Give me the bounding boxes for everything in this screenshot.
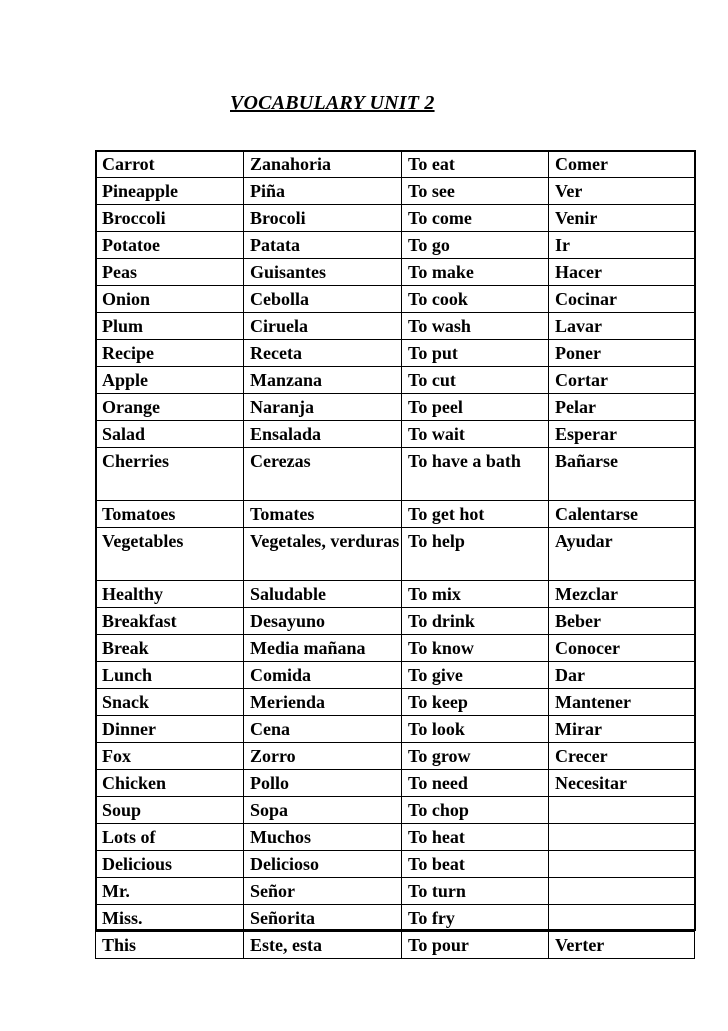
english-word-cell: Fox (96, 743, 244, 770)
spanish-word-cell: Ensalada (244, 421, 402, 448)
english-verb-cell: To make (402, 259, 549, 286)
spanish-word-cell: Muchos (244, 824, 402, 851)
spanish-verb-cell: Bañarse (549, 448, 695, 501)
table-row (96, 528, 695, 581)
spanish-word-cell: Cena (244, 716, 402, 743)
table-row (96, 689, 695, 716)
spanish-word-cell: Este, esta (244, 932, 402, 959)
spanish-verb-cell: Cocinar (549, 286, 695, 313)
table-row (96, 340, 695, 367)
english-verb-cell: To get hot (402, 501, 549, 528)
english-word-cell: Onion (96, 286, 244, 313)
table-row (96, 878, 695, 905)
english-word-cell: Recipe (96, 340, 244, 367)
table-row (96, 608, 695, 635)
spanish-word-cell: Zanahoria (244, 151, 402, 178)
vocabulary-table-body (96, 151, 695, 959)
spanish-verb-cell: Mantener (549, 689, 695, 716)
english-verb-cell: To come (402, 205, 549, 232)
english-word-cell: Lunch (96, 662, 244, 689)
english-verb-cell: To drink (402, 608, 549, 635)
spanish-verb-cell: Dar (549, 662, 695, 689)
spanish-word-cell: Ciruela (244, 313, 402, 340)
english-word-cell: Delicious (96, 851, 244, 878)
spanish-word-cell: Señor (244, 878, 402, 905)
table-row (96, 662, 695, 689)
spanish-word-cell: Piña (244, 178, 402, 205)
spanish-verb-cell: Ir (549, 232, 695, 259)
english-verb-cell: To need (402, 770, 549, 797)
spanish-verb-cell: Comer (549, 151, 695, 178)
spanish-verb-cell: Poner (549, 340, 695, 367)
table-row (96, 313, 695, 340)
english-verb-cell: To wash (402, 313, 549, 340)
spanish-verb-cell: Mezclar (549, 581, 695, 608)
english-verb-cell: To pour (402, 932, 549, 959)
spanish-word-cell: Saludable (244, 581, 402, 608)
spanish-word-cell: Manzana (244, 367, 402, 394)
table-row (96, 259, 695, 286)
spanish-verb-cell: Pelar (549, 394, 695, 421)
spanish-verb-cell: Mirar (549, 716, 695, 743)
spanish-verb-cell (549, 797, 695, 824)
table-row (96, 716, 695, 743)
spanish-word-cell: Cebolla (244, 286, 402, 313)
spanish-verb-cell (549, 851, 695, 878)
table-row (96, 932, 695, 959)
spanish-verb-cell: Beber (549, 608, 695, 635)
spanish-verb-cell: Hacer (549, 259, 695, 286)
spanish-verb-cell: Cortar (549, 367, 695, 394)
english-word-cell: Salad (96, 421, 244, 448)
spanish-verb-cell: Lavar (549, 313, 695, 340)
english-word-cell: Lots of (96, 824, 244, 851)
spanish-word-cell: Pollo (244, 770, 402, 797)
spanish-word-cell: Comida (244, 662, 402, 689)
table-row (96, 581, 695, 608)
spanish-verb-cell (549, 878, 695, 905)
spanish-verb-cell: Crecer (549, 743, 695, 770)
english-verb-cell: To help (402, 528, 549, 581)
table-row (96, 394, 695, 421)
table-row (96, 501, 695, 528)
table-row (96, 905, 695, 932)
table-row (96, 151, 695, 178)
english-verb-cell: To know (402, 635, 549, 662)
spanish-verb-cell: Ayudar (549, 528, 695, 581)
english-word-cell: Potatoe (96, 232, 244, 259)
english-word-cell: Cherries (96, 448, 244, 501)
table-row (96, 232, 695, 259)
english-word-cell: Chicken (96, 770, 244, 797)
spanish-verb-cell: Verter (549, 932, 695, 959)
english-word-cell: Breakfast (96, 608, 244, 635)
english-word-cell: Plum (96, 313, 244, 340)
spanish-word-cell: Cerezas (244, 448, 402, 501)
english-verb-cell: To chop (402, 797, 549, 824)
spanish-word-cell: Sopa (244, 797, 402, 824)
spanish-word-cell: Zorro (244, 743, 402, 770)
english-verb-cell: To eat (402, 151, 549, 178)
english-verb-cell: To heat (402, 824, 549, 851)
english-verb-cell: To put (402, 340, 549, 367)
english-word-cell: Tomatoes (96, 501, 244, 528)
english-word-cell: Broccoli (96, 205, 244, 232)
spanish-verb-cell: Calentarse (549, 501, 695, 528)
english-word-cell: Peas (96, 259, 244, 286)
english-verb-cell: To cut (402, 367, 549, 394)
table-row (96, 851, 695, 878)
spanish-verb-cell: Venir (549, 205, 695, 232)
table-row (96, 770, 695, 797)
english-word-cell: Dinner (96, 716, 244, 743)
english-word-cell: Apple (96, 367, 244, 394)
spanish-word-cell: Tomates (244, 501, 402, 528)
english-verb-cell: To look (402, 716, 549, 743)
vocabulary-table (95, 150, 695, 959)
spanish-verb-cell: Ver (549, 178, 695, 205)
spanish-verb-cell: Necesitar (549, 770, 695, 797)
english-word-cell: Soup (96, 797, 244, 824)
english-verb-cell: To fry (402, 905, 549, 932)
table-row (96, 367, 695, 394)
english-word-cell: Orange (96, 394, 244, 421)
spanish-word-cell: Naranja (244, 394, 402, 421)
english-verb-cell: To keep (402, 689, 549, 716)
spanish-word-cell: Desayuno (244, 608, 402, 635)
english-word-cell: Miss. (96, 905, 244, 932)
spanish-word-cell: Vegetales, verduras (244, 528, 402, 581)
english-verb-cell: To beat (402, 851, 549, 878)
english-word-cell: Mr. (96, 878, 244, 905)
spanish-word-cell: Delicioso (244, 851, 402, 878)
spanish-word-cell: Media mañana (244, 635, 402, 662)
english-word-cell: Break (96, 635, 244, 662)
table-row (96, 421, 695, 448)
english-verb-cell: To give (402, 662, 549, 689)
english-verb-cell: To go (402, 232, 549, 259)
table-row (96, 178, 695, 205)
table-row (96, 635, 695, 662)
english-verb-cell: To see (402, 178, 549, 205)
page-title: VOCABULARY UNIT 2 (230, 92, 435, 114)
english-verb-cell: To peel (402, 394, 549, 421)
english-verb-cell: To mix (402, 581, 549, 608)
english-verb-cell: To have a bath (402, 448, 549, 501)
spanish-word-cell: Patata (244, 232, 402, 259)
spanish-verb-cell: Conocer (549, 635, 695, 662)
english-verb-cell: To cook (402, 286, 549, 313)
spanish-verb-cell: Esperar (549, 421, 695, 448)
spanish-word-cell: Señorita (244, 905, 402, 932)
table-row (96, 448, 695, 501)
table-row (96, 824, 695, 851)
english-word-cell: Pineapple (96, 178, 244, 205)
table-row (96, 797, 695, 824)
english-verb-cell: To grow (402, 743, 549, 770)
spanish-word-cell: Receta (244, 340, 402, 367)
spanish-verb-cell (549, 905, 695, 932)
english-word-cell: Carrot (96, 151, 244, 178)
english-verb-cell: To wait (402, 421, 549, 448)
table-row (96, 286, 695, 313)
spanish-word-cell: Guisantes (244, 259, 402, 286)
english-word-cell: Vegetables (96, 528, 244, 581)
spanish-verb-cell (549, 824, 695, 851)
table-row (96, 205, 695, 232)
spanish-word-cell: Brocoli (244, 205, 402, 232)
english-word-cell: This (96, 932, 244, 959)
english-verb-cell: To turn (402, 878, 549, 905)
english-word-cell: Snack (96, 689, 244, 716)
english-word-cell: Healthy (96, 581, 244, 608)
spanish-word-cell: Merienda (244, 689, 402, 716)
table-row (96, 743, 695, 770)
